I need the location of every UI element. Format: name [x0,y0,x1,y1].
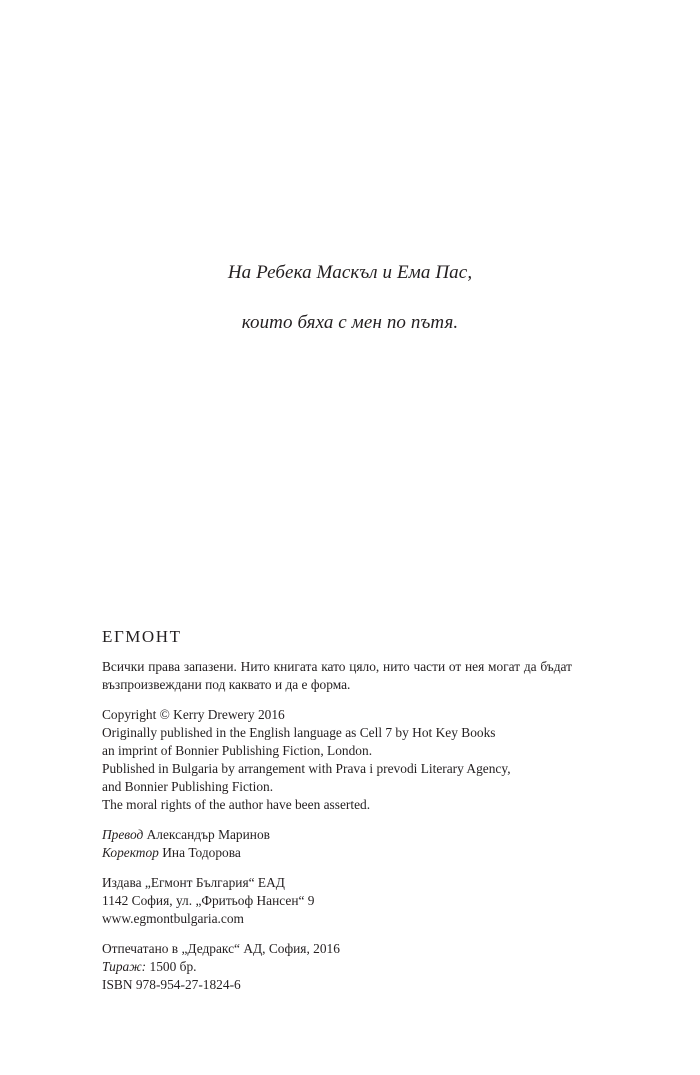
dedication-line: На Ребека Маскъл и Ема Пас, [227,262,473,283]
print-run-label: Тираж: [102,959,147,974]
dedication-line: които бяха с мен по пътя. [241,312,459,333]
copyright-line: The moral rights of the author have been asserted. [102,797,371,812]
copyright-line: Published in Bulgaria by arrangement with Prava i prevodi Literary Agency, [102,761,511,776]
print-run [102,958,572,976]
print-run-value: 1500 бр. [149,959,197,974]
copyright-line: an imprint of Bonnier Publishing Fiction, London. [102,743,373,758]
rights-notice: Всички права запазени. Нито книгата като цяло, нито части от нея могат да бъдат възпроизвеждани под каквато и да е форма. [102,659,572,692]
copyright-block [102,706,572,814]
credits-block [102,826,572,862]
translator-name: Александър Маринов [146,827,270,842]
publisher-website: www.egmontbulgaria.com [102,911,244,926]
copyright-line: Originally published in the English language as Cell 7 by Hot Key Books [102,725,496,740]
publisher-address: 1142 София, ул. „Фритьоф Нансен“ 9 [102,893,315,908]
translator-credit [102,826,572,844]
proofreader-credit [102,844,572,862]
copyright-line: Copyright © Kerry Drewery 2016 [102,707,285,722]
printing-line: Отпечатано в „Дедракс“ АД, София, 2016 [102,941,340,956]
dedication [0,248,700,348]
proofreader-name: Ина Тодорова [162,845,241,860]
translator-label: Превод [102,827,144,842]
publisher-block [102,874,572,928]
isbn: ISBN 978-954-27-1824-6 [102,977,241,992]
publisher-line: Издава „Егмонт България“ ЕАД [102,875,285,890]
printing-block [102,940,572,994]
proofreader-label: Коректор [102,845,159,860]
copyright-line: and Bonnier Publishing Fiction. [102,779,274,794]
publisher-logo: ЕГМОНТ [102,627,182,646]
imprint-section [102,626,572,1006]
